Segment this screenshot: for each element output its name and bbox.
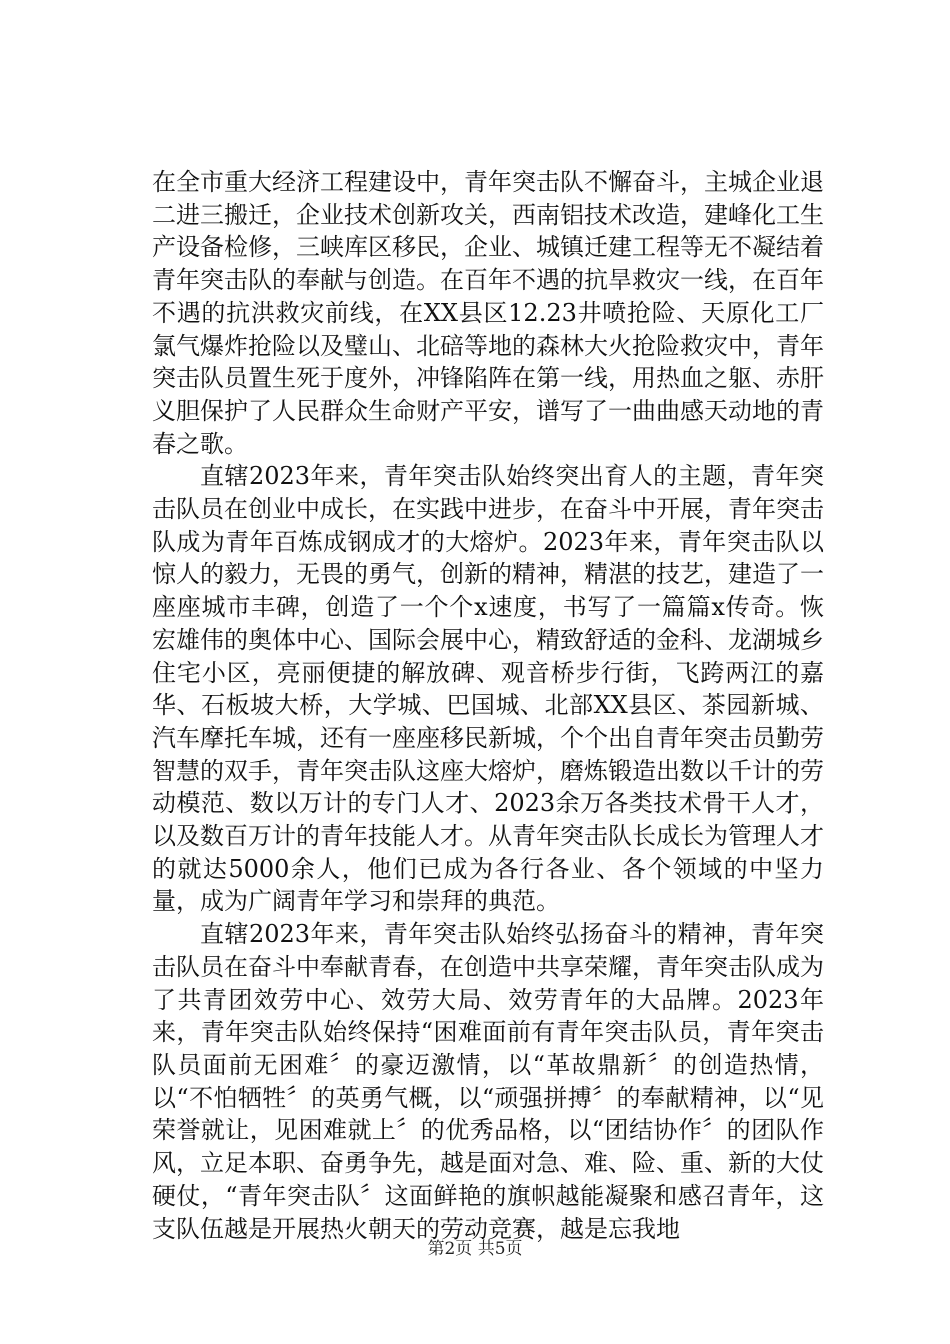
paragraph-2: 直辖2023年来，青年突击队始终突出育人的主题，青年突击队员在创业中成长，在实践中进步，在奋斗中开展，青年突击队成为青年百炼成钢成才的大熔炉。2023年来，青年突击队以惊人的毅力，无畏的勇气，创新的精神，精湛的技艺，建造了一座座城市丰碑，创造了一个个x速度，书写了一篇篇x传奇。恢宏雄伟的奥体中心、国际会展中心，精致舒适的金科、龙湖城乡住宅小区，亮丽便捷的解放碑、观音桥步行街，飞跨两江的嘉华、石板坡大桥，大学城、巴国城、北部XX县区、茶园新城、汽车摩托车城，还有一座座移民新城，个个出自青年突击员勤劳智慧的双手，青年突击队这座大熔炉，磨炼锻造出数以千计的劳动模范、数以万计的专门人才、2023余万各类技术骨干人才，以及数百万计的青年技能人才。从青年突击队长成长为管理人才的就达5000余人，他们已成为各行各业、各个领域的中坚力量，成为广阔青年学习和崇拜的典范。 [152, 462, 824, 916]
page-number-footer: 第2页 共5页 [427, 1239, 523, 1259]
paragraph-3: 直辖2023年来，青年突击队始终弘扬奋斗的精神，青年突击队员在奋斗中奉献青春，在创造中共享荣耀，青年突击队成为了共青团效劳中心、效劳大局、效劳青年的大品牌。2023年来，青年突击队始终保持“困难面前有青年突击队员，青年突击队员面前无困难〞的豪迈激情，以“革故鼎新〞的创造热情，以“不怕牺牲〞的英勇气概，以“顽强拼搏〞的奉献精神，以“见荣誉就让，见困难就上〞的优秀品格，以“团结协作〞的团队作风，立足本职、奋勇争先，越是面对急、难、险、重、新的大仗硬仗，“青年突击队〞这面鲜艳的旗帜越能凝聚和感召青年，这支队伍越是开展热火朝天的劳动竞赛，越是忘我地 [152, 920, 824, 1243]
paragraph-1: 在全市重大经济工程建设中，青年突击队不懈奋斗，主城企业退二进三搬迁，企业技术创新攻关，西南铝技术改造，建峰化工生产设备检修，三峡库区移民，企业、城镇迁建工程等无不凝结着青年突击队的奉献与创造。在百年不遇的抗旱救灾一线，在百年不遇的抗洪救灾前线，在XX县区12.23井喷抢险、天原化工厂氯气爆炸抢险以及璧山、北碚等地的森林大火抢险救灾中，青年突击队员置生死于度外，冲锋陷阵在第一线，用热血之躯、赤肝义胆保护了人民群众生命财产平安，谱写了一曲曲感天动地的青春之歌。 [152, 168, 824, 458]
document-body [152, 166, 824, 1245]
